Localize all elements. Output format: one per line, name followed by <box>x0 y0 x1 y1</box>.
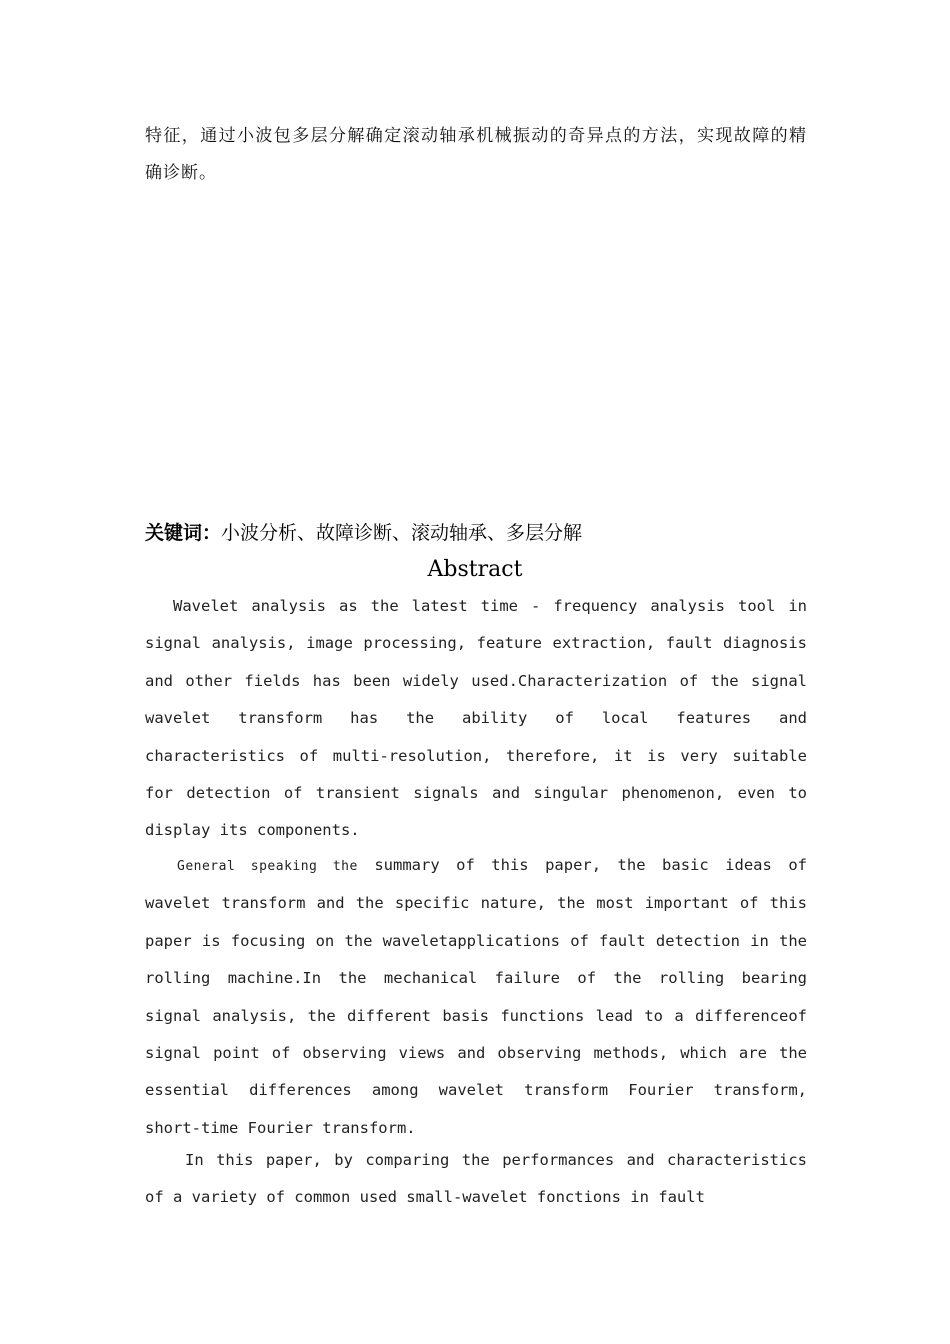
keywords-items: 小波分析、故障诊断、滚动轴承、多层分解 <box>221 522 583 544</box>
abstract-paragraph-2-rest: summary of this paper, the basic ideas of wavelet transform and the specific nature, the most important of this paper is focusing on the waveletapplications of fault detection in the rolling machine.In the mechanical failure of the rolling bearing signal analysis, the different basis functions lead to a differenceof signal point of observing views and observing methods, which are the essential differences among wavelet transform Fourier transform, short-time Fourier transform. <box>145 856 807 1137</box>
keywords-label: 关键词： <box>145 522 222 544</box>
abstract-paragraph-3: In this paper, by comparing the performances and characteristics of a variety of common used small-wavelet fonctions in fault <box>145 1151 807 1207</box>
abstract-paragraph-1: Wavelet analysis as the latest time - frequency analysis tool in signal analysis, image processing, feature extraction, fault diagnosis and other fields has been widely used.Characterization of the signal wavelet transform has the ability of local features and characteristics of multi-resolution, therefore, it is very suitable for detection of transient signals and singular phenomenon, even to display its components. <box>145 597 807 840</box>
abstract-paragraph-2-lead: General speaking the <box>177 859 358 874</box>
abstract-paragraph-2 <box>145 847 807 1147</box>
abstract-title: Abstract <box>427 557 523 582</box>
chinese-abstract-continuation: 特征，通过小波包多层分解确定滚动轴承机械振动的奇异点的方法，实现故障的精确诊断。 <box>145 126 807 183</box>
keywords-line <box>145 516 807 550</box>
